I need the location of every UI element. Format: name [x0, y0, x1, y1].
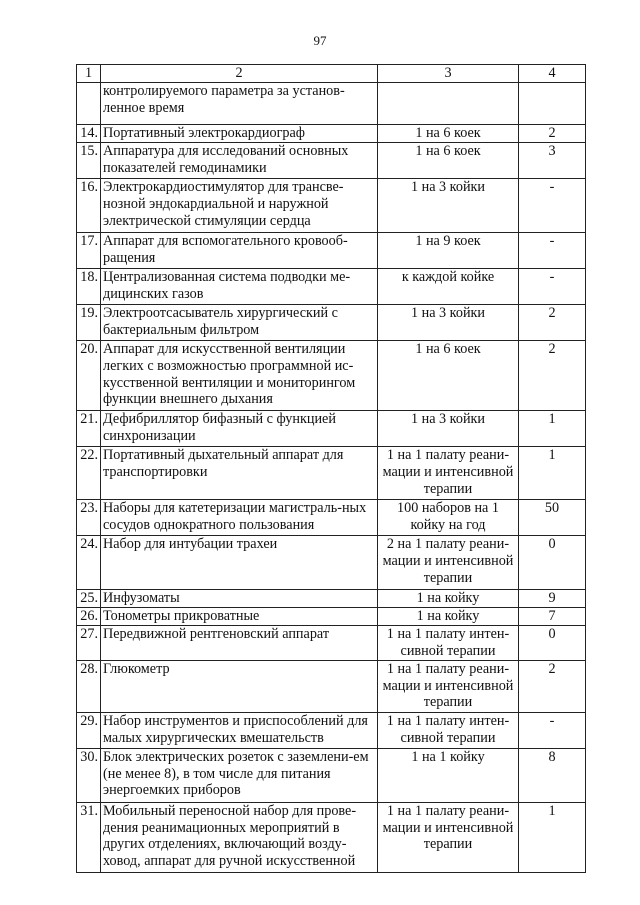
table-row	[77, 341, 586, 411]
norm-cell: 1 на 1 палату реани-мации и интенсивной терапии	[378, 802, 519, 872]
row-number-cell: 27.	[77, 625, 101, 660]
table-row	[77, 660, 586, 712]
table-row	[77, 500, 586, 536]
quantity-cell: 8	[519, 748, 586, 802]
row-number-cell: 14.	[77, 125, 101, 143]
table-row	[77, 590, 586, 608]
quantity-cell: 9	[519, 590, 586, 608]
row-number-cell: 17.	[77, 233, 101, 269]
header-col-4: 4	[519, 65, 586, 83]
norm-cell: 1 на 6 коек	[378, 341, 519, 411]
table-row	[77, 712, 586, 748]
norm-cell: 1 на 6 коек	[378, 143, 519, 179]
row-number-cell: 23.	[77, 500, 101, 536]
quantity-cell: 1	[519, 447, 586, 500]
quantity-cell: 2	[519, 341, 586, 411]
item-name-cell: Наборы для катетеризации магистраль-ных сосудов однократного пользования	[101, 500, 378, 536]
norm-cell: 1 на 3 койки	[378, 411, 519, 447]
quantity-cell: 50	[519, 500, 586, 536]
row-number-cell	[77, 83, 101, 125]
row-number-cell: 28.	[77, 660, 101, 712]
norm-cell: 1 на 6 коек	[378, 125, 519, 143]
norm-cell: 1 на 1 палату реани-мации и интенсивной терапии	[378, 447, 519, 500]
quantity-cell: 1	[519, 411, 586, 447]
quantity-cell: -	[519, 712, 586, 748]
row-number-cell: 31.	[77, 802, 101, 872]
page-number: 97	[313, 33, 327, 48]
header-col-1: 1	[77, 65, 101, 83]
row-number-cell: 20.	[77, 341, 101, 411]
table-row	[77, 748, 586, 802]
row-number-cell: 18.	[77, 269, 101, 305]
item-name-cell: Аппарат для вспомогательного кровооб-ращения	[101, 233, 378, 269]
item-name-cell: Аппарат для искусственной вентиляции легких с возможностью программной ис-кусственной вентиляции и мониторингом функции внешнего дыхания	[101, 341, 378, 411]
quantity-cell: -	[519, 233, 586, 269]
norm-cell: 100 наборов на 1 койку на год	[378, 500, 519, 536]
quantity-cell: 0	[519, 536, 586, 590]
table-row	[77, 411, 586, 447]
item-name-cell: Электрокардиостимулятор для трансве-нозной эндокардиальной и наружной электрической стимуляции сердца	[101, 179, 378, 233]
quantity-cell: 3	[519, 143, 586, 179]
table-row	[77, 143, 586, 179]
row-number-cell: 29.	[77, 712, 101, 748]
quantity-cell: 2	[519, 660, 586, 712]
item-name-cell: Передвижной рентгеновский аппарат	[101, 625, 378, 660]
table-row	[77, 179, 586, 233]
item-name-cell: Тонометры прикроватные	[101, 608, 378, 626]
row-number-cell: 30.	[77, 748, 101, 802]
norm-cell: 2 на 1 палату реани-мации и интенсивной терапии	[378, 536, 519, 590]
quantity-cell: 7	[519, 608, 586, 626]
table-row	[77, 269, 586, 305]
table-header-row	[77, 65, 586, 83]
norm-cell	[378, 83, 519, 125]
row-number-cell: 16.	[77, 179, 101, 233]
row-number-cell: 15.	[77, 143, 101, 179]
norm-cell: 1 на 3 койки	[378, 179, 519, 233]
norm-cell: 1 на 1 палату реани-мации и интенсивной терапии	[378, 660, 519, 712]
item-name-cell: Набор инструментов и приспособлений для малых хирургических вмешательств	[101, 712, 378, 748]
row-number-cell: 25.	[77, 590, 101, 608]
table-row	[77, 233, 586, 269]
table-row	[77, 125, 586, 143]
norm-cell: к каждой койке	[378, 269, 519, 305]
item-name-cell: Дефибриллятор бифазный с функцией синхронизации	[101, 411, 378, 447]
table-row	[77, 625, 586, 660]
norm-cell: 1 на койку	[378, 608, 519, 626]
header-col-3: 3	[378, 65, 519, 83]
table-row	[77, 305, 586, 341]
item-name-cell: Портативный электрокардиограф	[101, 125, 378, 143]
item-name-cell: Набор для интубации трахеи	[101, 536, 378, 590]
quantity-cell: 0	[519, 625, 586, 660]
quantity-cell: -	[519, 269, 586, 305]
table-row	[77, 802, 586, 872]
table-row	[77, 608, 586, 626]
row-number-cell: 21.	[77, 411, 101, 447]
table-row	[77, 536, 586, 590]
quantity-cell: 2	[519, 125, 586, 143]
quantity-cell: -	[519, 179, 586, 233]
table-row	[77, 83, 586, 125]
norm-cell: 1 на 1 койку	[378, 748, 519, 802]
item-name-cell: Глюкометр	[101, 660, 378, 712]
row-number-cell: 22.	[77, 447, 101, 500]
header-col-2: 2	[101, 65, 378, 83]
norm-cell: 1 на 9 коек	[378, 233, 519, 269]
item-name-cell: Аппаратура для исследований основных показателей гемодинамики	[101, 143, 378, 179]
item-name-cell: Электроотсасыватель хирургический с бактериальным фильтром	[101, 305, 378, 341]
row-number-cell: 24.	[77, 536, 101, 590]
item-name-cell: Централизованная система подводки ме-дицинских газов	[101, 269, 378, 305]
norm-cell: 1 на 1 палату интен-сивной терапии	[378, 625, 519, 660]
row-number-cell: 26.	[77, 608, 101, 626]
item-name-cell: контролируемого параметра за установ-ленное время	[101, 83, 378, 125]
equipment-table	[76, 64, 586, 873]
norm-cell: 1 на койку	[378, 590, 519, 608]
item-name-cell: Портативный дыхательный аппарат для транспортировки	[101, 447, 378, 500]
item-name-cell: Мобильный переносной набор для прове-дения реанимационных мероприятий в других отделениях, включающий возду-ховод, аппарат для ручной искусственной	[101, 802, 378, 872]
quantity-cell: 1	[519, 802, 586, 872]
item-name-cell: Инфузоматы	[101, 590, 378, 608]
row-number-cell: 19.	[77, 305, 101, 341]
norm-cell: 1 на 3 койки	[378, 305, 519, 341]
norm-cell: 1 на 1 палату интен-сивной терапии	[378, 712, 519, 748]
item-name-cell: Блок электрических розеток с заземлени-ем (не менее 8), в том числе для питания энергоемких приборов	[101, 748, 378, 802]
quantity-cell: 2	[519, 305, 586, 341]
table-row	[77, 447, 586, 500]
quantity-cell	[519, 83, 586, 125]
